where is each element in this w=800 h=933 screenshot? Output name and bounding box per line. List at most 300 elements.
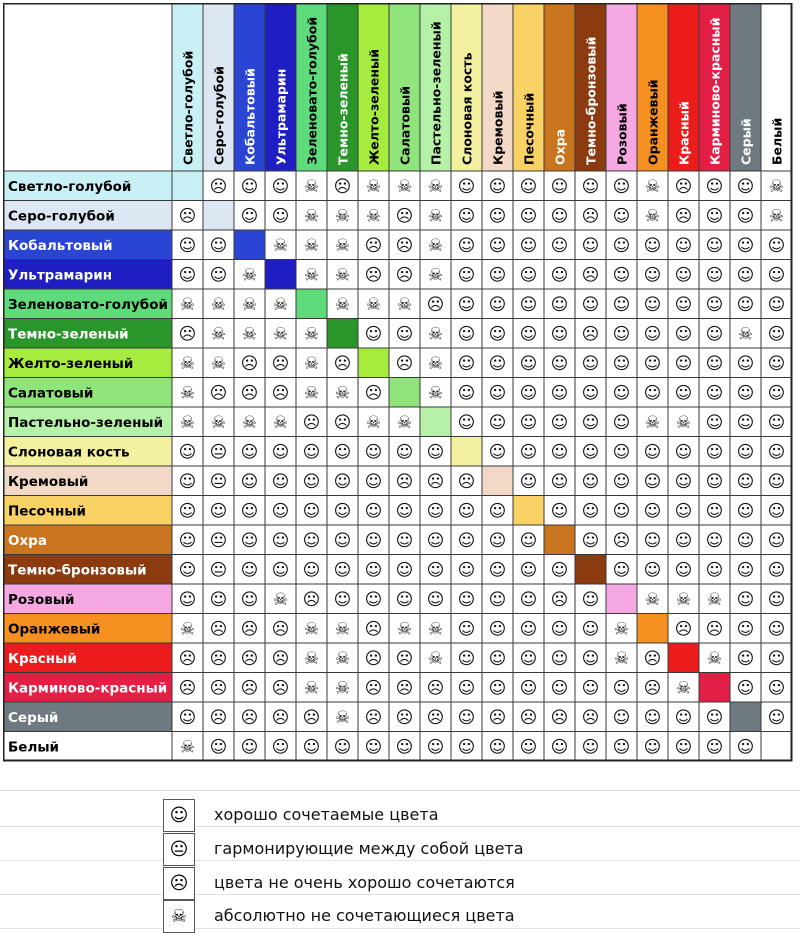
skull-icon: ☠	[272, 412, 289, 433]
smile-icon: ☺	[240, 589, 259, 610]
smile-icon: ☺	[240, 206, 259, 227]
legend	[0, 790, 800, 932]
skull-icon: ☠	[303, 235, 320, 256]
smile-icon: ☺	[612, 412, 631, 433]
smile-icon: ☺	[333, 471, 352, 492]
smile-icon: ☺	[457, 560, 476, 581]
frown-icon: ☹	[178, 324, 197, 345]
smile-icon: ☺	[705, 737, 724, 758]
smile-icon: ☺	[612, 206, 631, 227]
smile-icon: ☺	[395, 737, 414, 758]
smile-icon: ☺	[767, 707, 786, 728]
legend-divider	[0, 826, 800, 827]
diagonal-swatch	[482, 466, 513, 496]
smile-icon: ☺	[550, 442, 569, 463]
skull-icon: ☠	[179, 412, 196, 433]
frown-icon: ☹	[364, 707, 383, 728]
smile-icon: ☺	[550, 294, 569, 315]
smile-icon: ☺	[457, 294, 476, 315]
column-header-label: Светло-голубой	[180, 50, 196, 165]
diagonal-swatch	[234, 230, 265, 260]
smile-icon: ☺	[550, 383, 569, 404]
smile-icon: ☺	[364, 501, 383, 522]
smile-icon: ☺	[612, 265, 631, 286]
skull-icon: ☠	[427, 353, 444, 374]
skull-icon: ☠	[768, 176, 785, 197]
diagonal-swatch	[358, 348, 389, 378]
skull-icon: ☠	[272, 324, 289, 345]
diagonal-swatch	[699, 673, 730, 703]
frown-icon: ☹	[643, 648, 662, 669]
skull-icon: ☠	[303, 383, 320, 404]
smile-icon: ☺	[736, 235, 755, 256]
diagonal-swatch	[172, 171, 203, 201]
smile-icon: ☺	[581, 353, 600, 374]
frown-icon: ☹	[395, 235, 414, 256]
smile-icon: ☺	[240, 442, 259, 463]
skull-icon: ☠	[241, 412, 258, 433]
diagonal-swatch	[513, 496, 544, 526]
smile-icon: ☺	[333, 737, 352, 758]
smile-icon: ☺	[519, 294, 538, 315]
smile-icon: ☺	[612, 353, 631, 374]
diagonal-swatch	[761, 732, 792, 762]
row-header-label: Слоновая кость	[8, 444, 130, 461]
skull-icon: ☠	[241, 294, 258, 315]
smile-icon: ☺	[612, 383, 631, 404]
skull-icon: ☠	[179, 294, 196, 315]
smile-icon: ☺	[519, 471, 538, 492]
smile-icon: ☺	[333, 530, 352, 551]
smile-icon: ☺	[674, 265, 693, 286]
skull-icon: ☠	[210, 412, 227, 433]
smile-icon: ☺	[271, 501, 290, 522]
smile-icon: ☺	[581, 737, 600, 758]
column-header-label: Зеленовато-голубой	[304, 16, 320, 165]
smile-icon: ☺	[457, 501, 476, 522]
smile-icon: ☺	[581, 501, 600, 522]
smile-icon: ☺	[705, 176, 724, 197]
smile-icon: ☺	[736, 383, 755, 404]
skull-icon: ☠	[334, 619, 351, 640]
row-header-label: Желто-зеленый	[8, 355, 134, 372]
smile-icon: ☺	[643, 235, 662, 256]
smile-icon: ☺	[550, 235, 569, 256]
smile-icon: ☺	[736, 589, 755, 610]
smile-icon: ☺	[426, 737, 445, 758]
row-header-label: Кобальтовый	[8, 237, 113, 254]
smile-icon: ☺	[519, 265, 538, 286]
smile-icon: ☺	[674, 530, 693, 551]
smile-icon: ☺	[705, 294, 724, 315]
smile-icon: ☺	[736, 648, 755, 669]
smile-icon: ☺	[457, 530, 476, 551]
row-header-label: Розовый	[8, 591, 75, 608]
row-header-label: Салатовый	[8, 385, 94, 402]
smile-icon: ☺	[550, 176, 569, 197]
frown-icon: ☹	[364, 678, 383, 699]
smile-icon: ☺	[550, 678, 569, 699]
smile-icon: ☺	[767, 530, 786, 551]
skull-icon: ☠	[427, 265, 444, 286]
frown-icon: ☹	[271, 353, 290, 374]
smile-icon: ☺	[488, 589, 507, 610]
smile-icon: ☺	[457, 235, 476, 256]
smile-icon: ☺	[767, 560, 786, 581]
skull-icon: ☠	[644, 176, 661, 197]
skull-icon: ☠	[334, 235, 351, 256]
smile-icon: ☺	[612, 176, 631, 197]
column-header-label: Кобальтовый	[242, 68, 258, 165]
smile-icon: ☺	[519, 589, 538, 610]
frown-icon: ☹	[550, 707, 569, 728]
frown-icon: ☹	[302, 707, 321, 728]
smile-icon: ☺	[488, 294, 507, 315]
legend-divider	[0, 928, 800, 929]
frown-icon: ☹	[426, 294, 445, 315]
frown-icon: ☹	[674, 206, 693, 227]
diagonal-swatch	[265, 260, 296, 290]
smile-icon: ☺	[395, 589, 414, 610]
smile-icon: ☺	[674, 442, 693, 463]
smile-icon: ☺	[581, 619, 600, 640]
skull-icon: ☠	[427, 206, 444, 227]
smile-icon: ☺	[457, 265, 476, 286]
smile-icon: ☺	[519, 235, 538, 256]
smile-icon: ☺	[488, 530, 507, 551]
smile-icon: ☺	[488, 265, 507, 286]
smile-icon: ☺	[581, 294, 600, 315]
smile-icon: ☺	[178, 235, 197, 256]
smile-icon: ☺	[519, 353, 538, 374]
smile-icon: ☺	[736, 176, 755, 197]
smile-icon: ☺	[240, 737, 259, 758]
smile-icon: ☺	[705, 353, 724, 374]
smile-icon: ☺	[178, 501, 197, 522]
smile-icon: ☺	[612, 737, 631, 758]
smile-icon: ☺	[240, 471, 259, 492]
smile-icon: ☺	[488, 383, 507, 404]
skull-icon: ☠	[427, 619, 444, 640]
frown-icon: ☹	[674, 619, 693, 640]
frown-icon: ☹	[240, 678, 259, 699]
skull-icon: ☠	[334, 265, 351, 286]
smile-icon: ☺	[612, 501, 631, 522]
smile-icon: ☺	[767, 383, 786, 404]
frown-icon: ☹	[333, 353, 352, 374]
frown-icon: ☹	[209, 176, 228, 197]
smile-icon: ☺	[612, 678, 631, 699]
frown-icon: ☹	[395, 471, 414, 492]
smile-icon: ☺	[612, 324, 631, 345]
frown-icon: ☹	[395, 648, 414, 669]
skull-icon: ☠	[427, 324, 444, 345]
smile-icon: ☺	[457, 353, 476, 374]
frown-icon: ☹	[364, 235, 383, 256]
skull-icon: ☠	[365, 294, 382, 315]
smile-icon: ☺	[333, 442, 352, 463]
frown-icon: ☹	[333, 176, 352, 197]
smile-icon: ☺	[581, 589, 600, 610]
skull-icon: ☠	[179, 353, 196, 374]
skull-icon: ☠	[737, 324, 754, 345]
diagonal-swatch	[296, 289, 327, 319]
skull-icon: ☠	[334, 678, 351, 699]
column-header-label: Серо-голубой	[211, 66, 227, 165]
smile-icon: ☺	[178, 589, 197, 610]
smile-icon: ☺	[674, 294, 693, 315]
row-header-label: Серый	[8, 709, 59, 726]
smile-icon: ☺	[612, 294, 631, 315]
smile-icon: ☺	[612, 471, 631, 492]
smile-icon: ☺	[705, 471, 724, 492]
skull-icon: ☠	[272, 235, 289, 256]
smile-icon: ☺	[674, 235, 693, 256]
skull-icon: ☠	[241, 324, 258, 345]
smile-icon: ☺	[643, 530, 662, 551]
row-header-label: Пастельно-зеленый	[8, 414, 164, 431]
frown-icon: ☹	[240, 353, 259, 374]
skull-icon: ☠	[613, 648, 630, 669]
smile-icon: ☺	[643, 442, 662, 463]
smile-icon: ☺	[178, 560, 197, 581]
smile-icon: ☺	[488, 176, 507, 197]
skull-icon: ☠	[396, 412, 413, 433]
skull-icon: ☠	[396, 294, 413, 315]
smile-icon: ☺	[674, 560, 693, 581]
smile-icon: ☺	[519, 176, 538, 197]
legend-label-poor: цвета не очень хорошо сочетаются	[214, 873, 515, 892]
smile-icon: ☺	[271, 530, 290, 551]
skull-icon: ☠	[303, 353, 320, 374]
smile-icon: ☺	[178, 442, 197, 463]
legend-label-bad: абсолютно не сочетающиеся цвета	[214, 906, 515, 925]
smile-icon: ☺	[674, 471, 693, 492]
row-header-label: Кремовый	[8, 473, 89, 490]
legend-label-good: хорошо сочетаемые цвета	[214, 805, 439, 824]
column-header-label: Охра	[552, 128, 568, 165]
frown-icon: ☹	[674, 176, 693, 197]
frown-icon: ☹	[178, 206, 197, 227]
skull-icon: ☠	[303, 206, 320, 227]
smile-icon: ☺	[488, 442, 507, 463]
color-compatibility-grid	[3, 3, 797, 769]
smile-icon: ☺	[736, 678, 755, 699]
frown-icon: ☹	[395, 265, 414, 286]
frown-icon: ☹	[395, 353, 414, 374]
smile-icon: ☺	[240, 530, 259, 551]
smile-icon: ☺	[457, 678, 476, 699]
diagonal-swatch	[575, 555, 606, 585]
skull-icon: ☠	[427, 176, 444, 197]
frown-icon: ☹	[426, 707, 445, 728]
skull-icon: ☠	[396, 619, 413, 640]
row-header-label: Темно-бронзовый	[8, 562, 147, 579]
row-header-label: Ультрамарин	[8, 267, 113, 284]
smile-icon: ☺	[550, 560, 569, 581]
diagonal-swatch	[544, 525, 575, 555]
smile-icon: ☺	[457, 176, 476, 197]
row-header-label: Зеленовато-голубой	[8, 296, 168, 313]
smile-icon: ☺	[581, 471, 600, 492]
smile-icon: ☺	[612, 560, 631, 581]
smile-icon: ☺	[209, 737, 228, 758]
smile-icon: ☺	[736, 619, 755, 640]
smile-icon: ☺	[705, 324, 724, 345]
smile-icon: ☺	[364, 471, 383, 492]
smile-icon: ☺	[364, 530, 383, 551]
smile-icon: ☺	[488, 737, 507, 758]
smile-icon: ☺	[550, 265, 569, 286]
skull-icon: ☠	[675, 589, 692, 610]
smile-icon: ☺	[457, 383, 476, 404]
smile-icon: ☺	[643, 737, 662, 758]
smile-icon: ☺	[643, 294, 662, 315]
smile-icon: ☺	[581, 648, 600, 669]
frown-icon: ☹	[178, 648, 197, 669]
row-header-label: Светло-голубой	[8, 178, 132, 195]
skull-icon: ☠	[272, 589, 289, 610]
neutral-face-icon: 😐	[209, 530, 228, 551]
smile-icon: ☺	[643, 501, 662, 522]
frown-icon: ☹	[519, 707, 538, 728]
smile-icon: ☺	[457, 648, 476, 669]
smile-icon: ☺	[271, 737, 290, 758]
row-header-label: Белый	[8, 739, 60, 756]
diagonal-swatch	[668, 643, 699, 673]
smile-icon: ☺	[426, 530, 445, 551]
smile-icon: ☺	[643, 471, 662, 492]
frown-icon: ☹	[581, 265, 600, 286]
frown-icon: ☹	[581, 324, 600, 345]
diagonal-swatch	[327, 319, 358, 349]
smile-icon: ☺	[488, 235, 507, 256]
row-header-label: Песочный	[8, 503, 86, 520]
frown-icon: ☹	[209, 678, 228, 699]
smile-icon: ☺	[705, 265, 724, 286]
smile-icon: ☺	[240, 176, 259, 197]
smile-icon: ☺	[581, 530, 600, 551]
smile-icon: ☺	[674, 353, 693, 374]
smile-icon: ☺	[736, 560, 755, 581]
smile-icon: ☺	[767, 412, 786, 433]
smile-icon: ☺	[705, 442, 724, 463]
skull-icon: ☠	[334, 707, 351, 728]
smile-icon: ☺	[364, 560, 383, 581]
column-header-label: Пастельно-зеленый	[428, 21, 444, 165]
frown-icon: ☹	[271, 678, 290, 699]
smile-icon: ☺	[271, 560, 290, 581]
smile-icon: ☺	[643, 353, 662, 374]
smile-icon: ☺	[240, 501, 259, 522]
smile-icon: ☺	[519, 442, 538, 463]
smile-icon: ☺	[333, 589, 352, 610]
smile-icon: ☺	[736, 412, 755, 433]
smile-icon: ☺	[457, 324, 476, 345]
diagonal-swatch	[420, 407, 451, 437]
legend-divider	[0, 790, 800, 791]
skull-icon: ☠	[210, 353, 227, 374]
smile-icon: ☺	[395, 442, 414, 463]
smile-icon: ☺	[550, 412, 569, 433]
frown-icon: ☹	[271, 648, 290, 669]
smile-icon: ☺	[364, 324, 383, 345]
column-header-label: Слоновая кость	[459, 52, 475, 165]
column-header-label: Салатовый	[397, 85, 413, 165]
smile-icon: ☺	[209, 265, 228, 286]
frown-icon: ☹	[395, 678, 414, 699]
frown-icon: ☹	[581, 707, 600, 728]
smile-icon: ☺	[395, 560, 414, 581]
smile-icon: ☺	[767, 501, 786, 522]
frown-icon: ☹	[364, 265, 383, 286]
smile-icon: ☺	[674, 324, 693, 345]
skull-icon: ☠	[675, 412, 692, 433]
row-header-label: Красный	[8, 650, 77, 667]
smile-icon: ☺	[302, 471, 321, 492]
skull-icon: ☠	[272, 294, 289, 315]
frown-icon: ☹	[457, 471, 476, 492]
smile-icon: ☺	[581, 412, 600, 433]
skull-icon: ☠	[644, 412, 661, 433]
smile-icon: ☺	[488, 678, 507, 699]
smile-icon: ☺	[488, 501, 507, 522]
smile-icon: ☺	[550, 619, 569, 640]
column-header-label: Желто-зеленый	[366, 48, 382, 165]
skull-icon: ☠	[334, 383, 351, 404]
smile-icon: ☺	[488, 324, 507, 345]
skull-icon: ☠	[613, 619, 630, 640]
diagonal-swatch	[203, 201, 234, 231]
skull-icon: ☠	[303, 324, 320, 345]
smile-icon: ☺	[674, 737, 693, 758]
frown-icon: ☹	[163, 867, 195, 900]
diagonal-swatch	[451, 437, 482, 467]
skull-icon: ☠	[163, 900, 195, 933]
smile-icon: ☺	[705, 206, 724, 227]
legend-label-harmonious: гармонирующие между собой цвета	[214, 839, 524, 858]
smile-icon: ☺	[767, 235, 786, 256]
smile-icon: ☺	[519, 530, 538, 551]
frown-icon: ☹	[209, 648, 228, 669]
smile-icon: ☺	[240, 560, 259, 581]
smile-icon: ☺	[674, 501, 693, 522]
smile-icon: ☺	[705, 235, 724, 256]
smile-icon: ☺	[767, 265, 786, 286]
neutral-face-icon: 😐	[209, 560, 228, 581]
frown-icon: ☹	[705, 619, 724, 640]
smile-icon: ☺	[550, 737, 569, 758]
skull-icon: ☠	[365, 206, 382, 227]
neutral-face-icon: 😐	[209, 442, 228, 463]
smile-icon: ☺	[271, 176, 290, 197]
legend-divider	[0, 894, 800, 895]
smile-icon: ☺	[767, 442, 786, 463]
skull-icon: ☠	[365, 176, 382, 197]
column-header-label: Темно-бронзовый	[583, 36, 599, 165]
frown-icon: ☹	[581, 206, 600, 227]
skull-icon: ☠	[303, 176, 320, 197]
skull-icon: ☠	[303, 265, 320, 286]
skull-icon: ☠	[179, 619, 196, 640]
smile-icon: ☺	[457, 412, 476, 433]
skull-icon: ☠	[179, 383, 196, 404]
smile-icon: ☺	[736, 353, 755, 374]
skull-icon: ☠	[334, 294, 351, 315]
smile-icon: ☺	[488, 353, 507, 374]
smile-icon: ☺	[705, 530, 724, 551]
row-header-label: Оранжевый	[8, 621, 101, 638]
